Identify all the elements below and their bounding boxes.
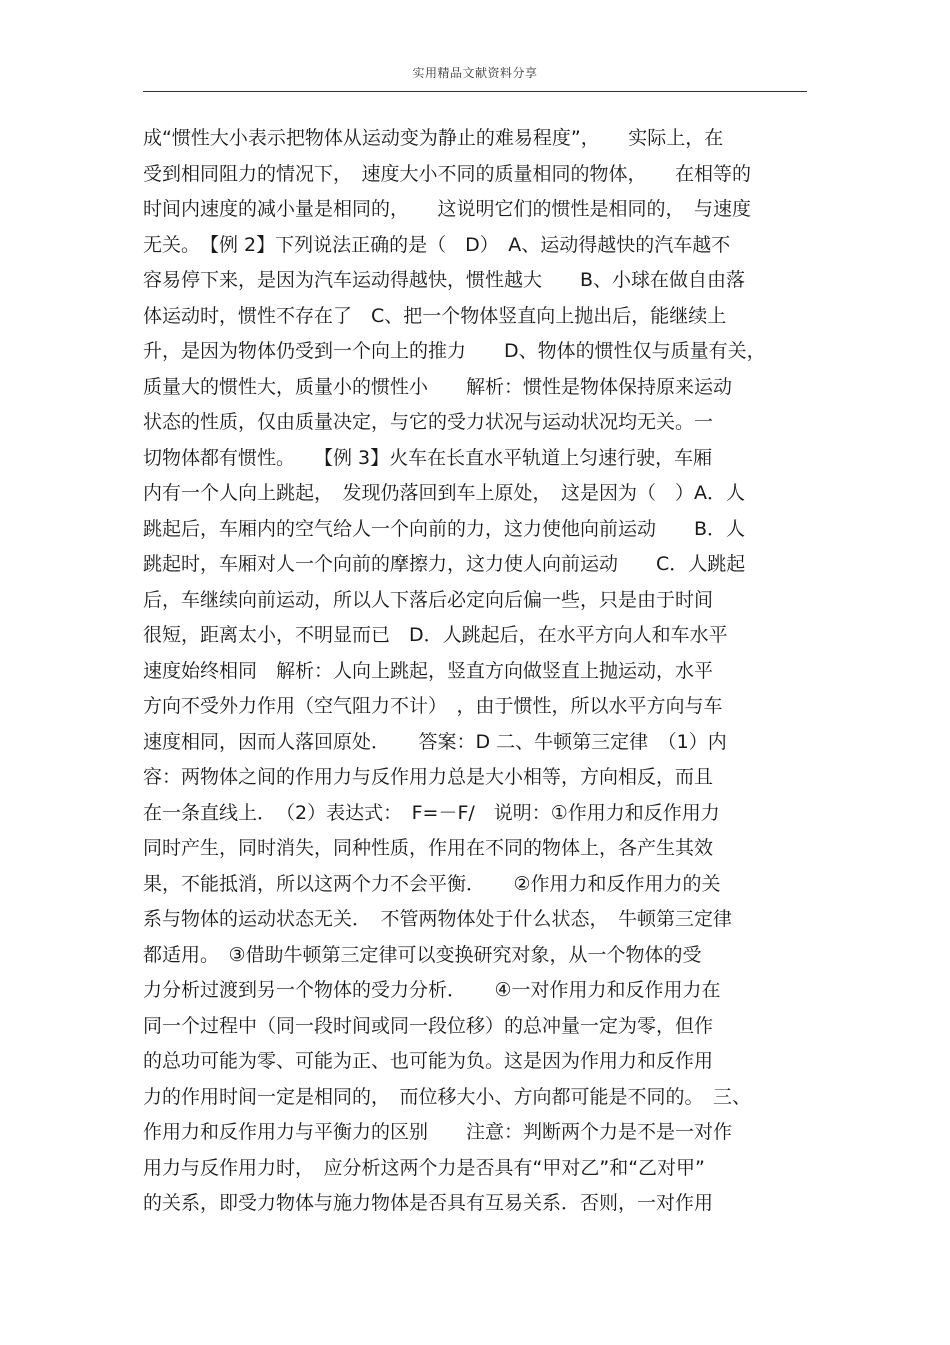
text-line: 体运动时，惯性不存在了 C、把一个物体竖直向上抛出后，能继续上 xyxy=(143,304,727,327)
text-line: 无关。 【例 2】下列说法正确的是（ D） A、运动得越快的汽车越不 xyxy=(143,233,731,256)
text-line: 果，不能抵消，所以这两个力不会平衡． ②作用力和反作用力的关 xyxy=(143,872,721,895)
text-line: 系与物体的运动状态无关． 不管两物体处于什么状态， 牛顿第三定律 xyxy=(143,908,733,930)
text-line: 质量大的惯性大，质量小的惯性小 解析：惯性是物体保持原来运动 xyxy=(143,375,733,398)
text-line: 受到相同阻力的情况下， 速度大小不同的质量相同的物体， 在相等的 xyxy=(143,162,752,185)
text-line: 方向不受外力作用（空气阻力不计） ，由于惯性，所以水平方向与车 xyxy=(143,695,723,717)
text-line: 容易停下来，是因为汽车运动得越快，惯性越大 B、小球在做自由落 xyxy=(143,269,746,291)
text-line: 同一个过程中（同一段时间或同一段位移）的总冲量一定为零，但作 xyxy=(143,1014,714,1037)
header-divider xyxy=(143,91,807,92)
text-line: 用力与反作用力时， 应分析这两个力是否具有“甲对乙”和“乙对甲” xyxy=(143,1156,705,1179)
text-line: 很短，距离太小，不明显而已 D．人跳起后，在水平方向人和车水平 xyxy=(143,624,728,646)
text-line: 的总功可能为零、可能为正、也可能为负。这是因为作用力和反作用 xyxy=(143,1050,714,1072)
page-header-title: 实用精品文献资料分享 xyxy=(412,66,538,80)
text-line: 速度相同，因而人落回原处． 答案：D 二、牛顿第三定律 （1）内 xyxy=(143,730,727,753)
text-line: 时间内速度的减小量是相同的， 这说明它们的惯性是相同的， 与速度 xyxy=(143,198,752,220)
text-line: 状态的性质，仅由质量决定，与它的受力状况与运动状况均无关。一 xyxy=(143,411,714,433)
text-line: 力的作用时间一定是相同的， 而位移大小、方向都可能是不同的。 三、 xyxy=(143,1085,752,1108)
text-line: 后，车继续向前运动，所以人下落后必定向后偏一些，只是由于时间 xyxy=(143,588,714,611)
text-line: 力分析过渡到另一个物体的受力分析． ④一对作用力和反作用力在 xyxy=(143,979,721,1001)
text-line: 跳起后，车厢内的空气给人一个向前的力，这力使他向前运动 B．人 xyxy=(143,517,746,540)
document-body xyxy=(143,121,813,1222)
text-line: 切物体都有惯性。 【例 3】火车在长直水平轨道上匀速行驶，车厢 xyxy=(143,446,713,469)
text-line: 升，是因为物体仍受到一个向上的推力 D、物体的惯性仅与质量有关， xyxy=(143,340,766,362)
text-line: 作用力和反作用力与平衡力的区别 注意：判断两个力是不是一对作 xyxy=(143,1121,733,1143)
text-line: 容：两物体之间的作用力与反作用力总是大小相等，方向相反，而且 xyxy=(143,766,714,788)
text-line: 都适用。 ③借助牛顿第三定律可以变换研究对象，从一个物体的受 xyxy=(143,943,702,966)
text-line: 跳起时，车厢对人一个向前的摩擦力，这力使人向前运动 C．人跳起 xyxy=(143,553,746,575)
text-line: 在一条直线上． （2）表达式： F=－F/ 说明：①作用力和反作用力 xyxy=(143,801,720,824)
text-line: 内有一个人向上跳起， 发现仍落回到车上原处， 这是因为（ ）A．人 xyxy=(143,482,745,504)
text-line: 速度始终相同 解析：人向上跳起，竖直方向做竖直上抛运动，水平 xyxy=(143,659,714,682)
text-line: 同时产生，同时消失，同种性质，作用在不同的物体上，各产生其效 xyxy=(143,837,714,859)
text-line: 成“惯性大小表示把物体从运动变为静止的难易程度”， 实际上，在 xyxy=(143,127,724,149)
text-line: 的关系，即受力物体与施力物体是否具有互易关系．否则，一对作用 xyxy=(143,1192,714,1214)
